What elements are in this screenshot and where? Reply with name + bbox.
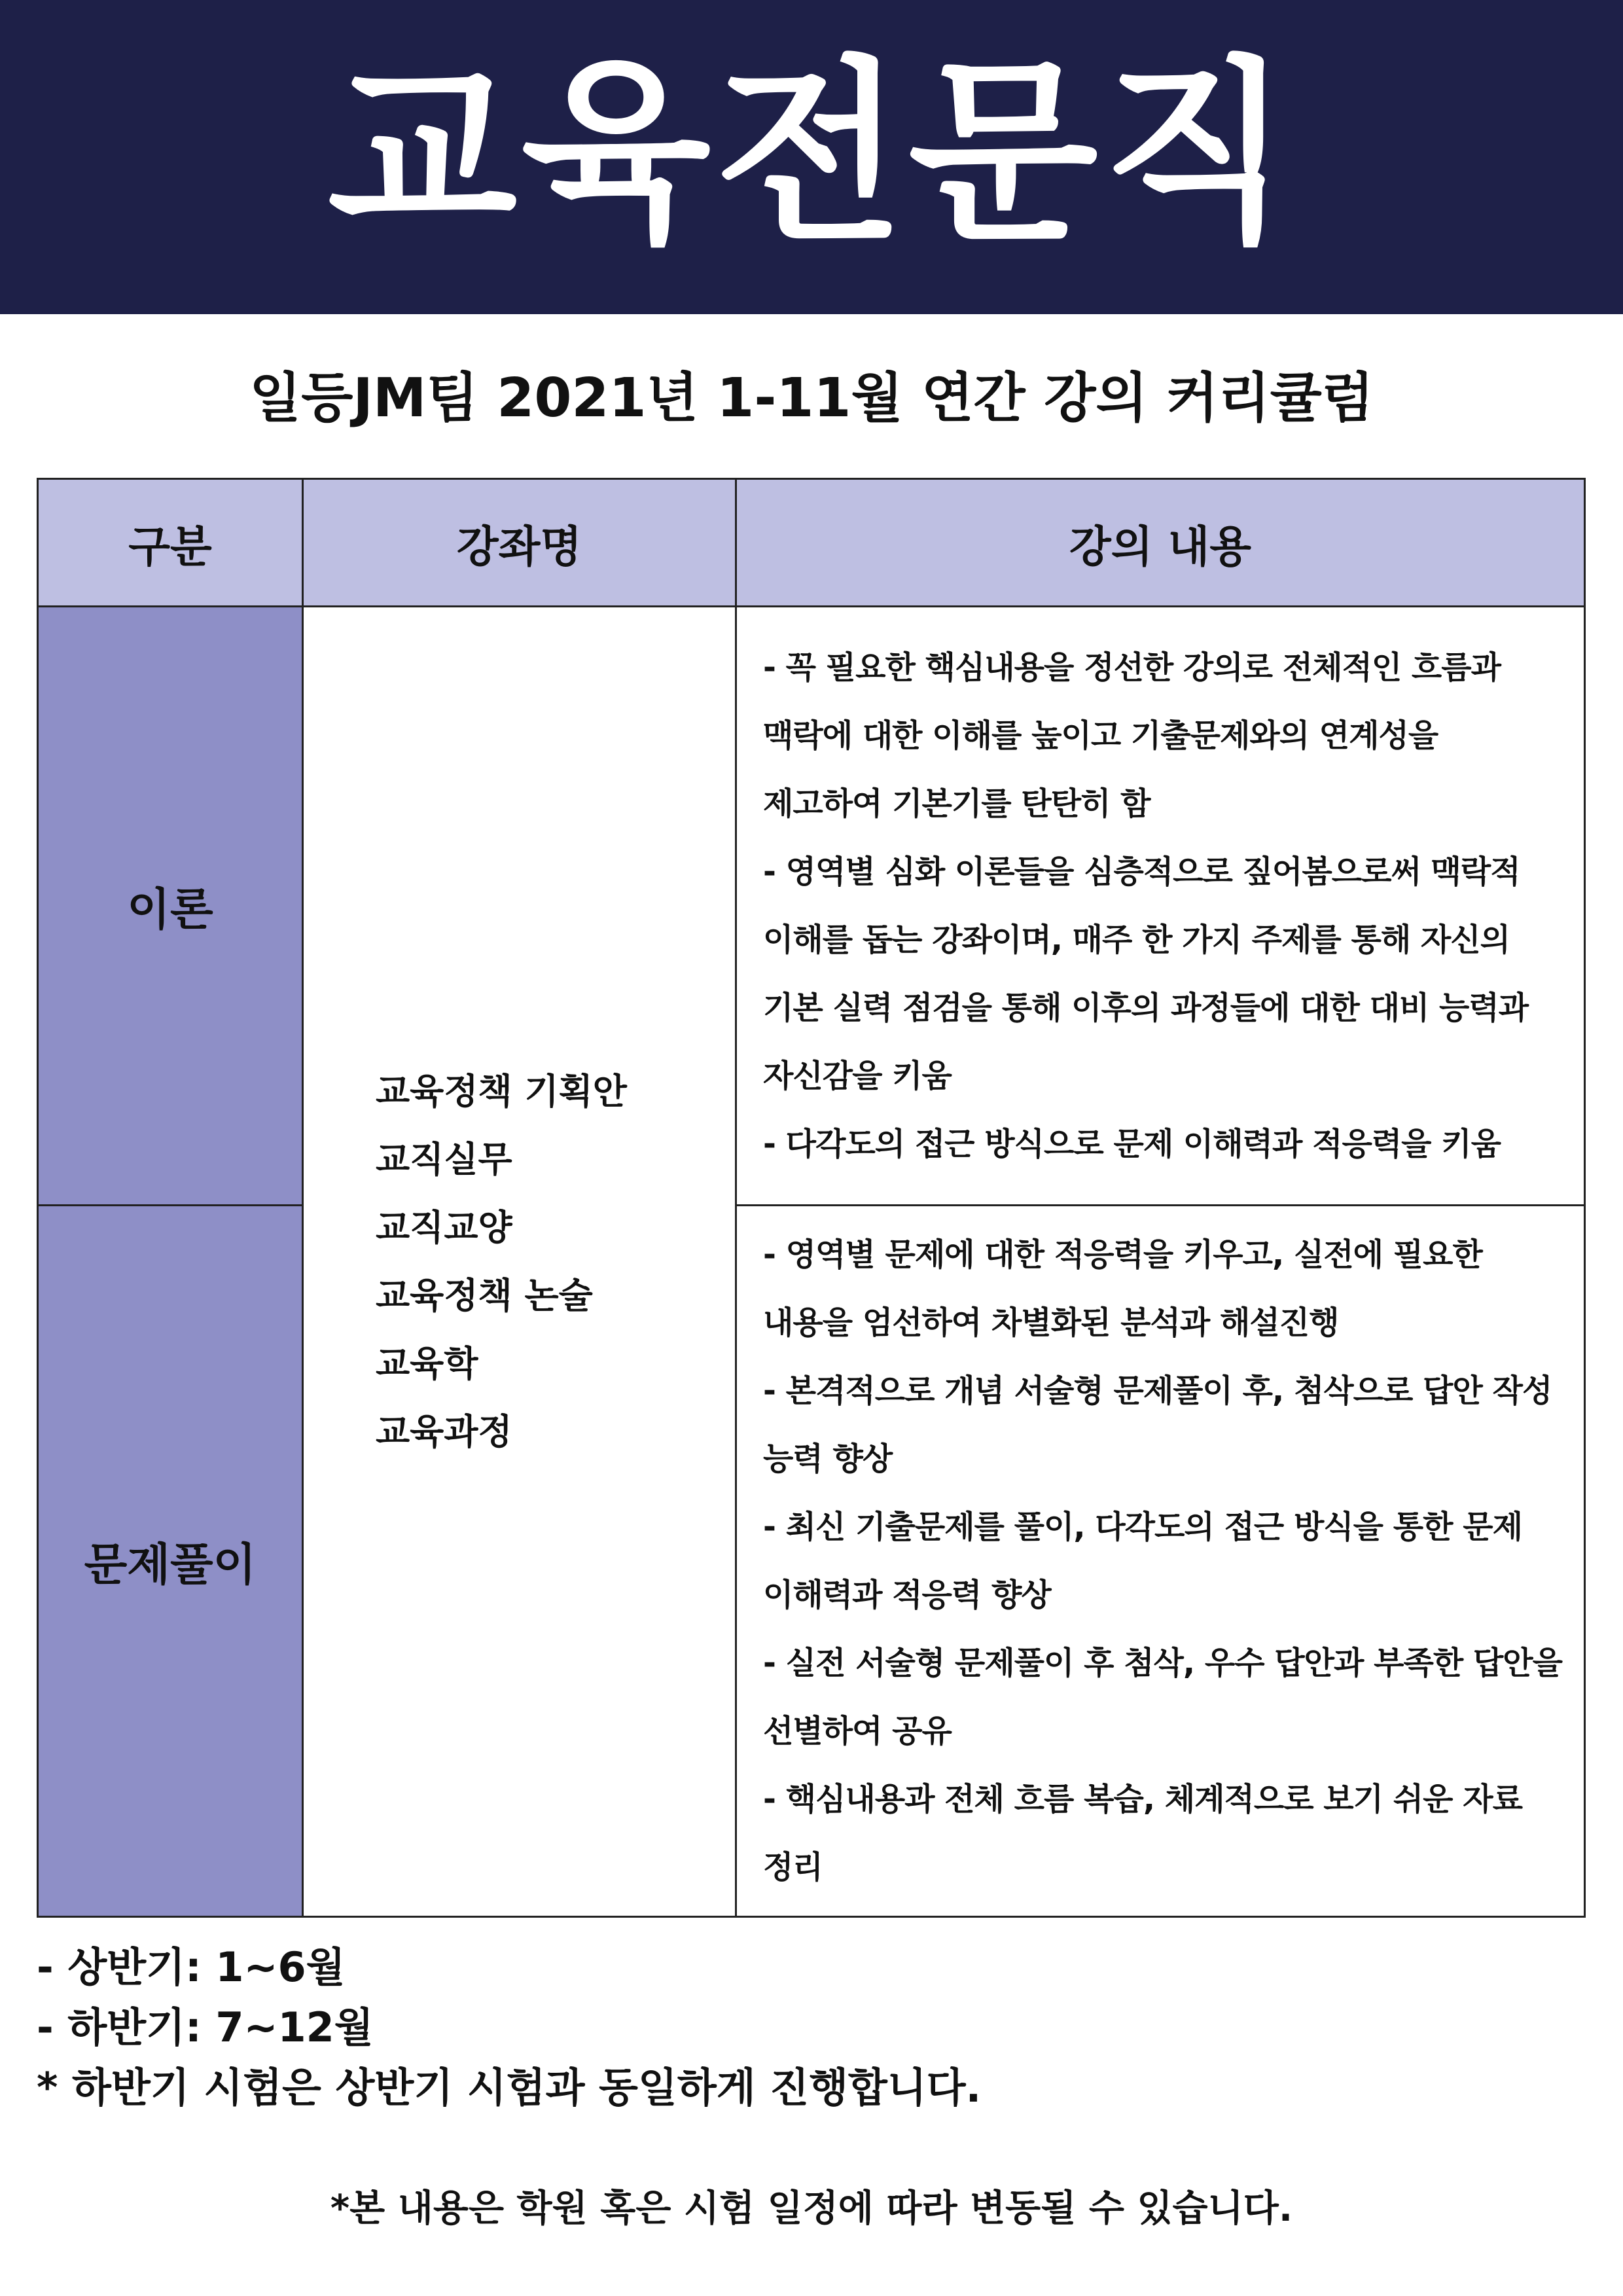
curriculum-table: [37, 478, 1586, 1918]
course-item: 교육정책 기획안: [376, 1070, 627, 1112]
content-line: 선별하여 공유: [763, 1713, 952, 1749]
course-item: 교육과정: [376, 1410, 512, 1452]
schedule-notes: [37, 1937, 1584, 2118]
content-lines-theory: [763, 634, 1577, 1178]
course-item: 교육정책 논술: [376, 1274, 593, 1316]
content-theory: [736, 607, 1585, 1206]
category-practice: 문제풀이: [38, 1206, 303, 1917]
content-line: 맥락에 대한 이해를 높이고 기출문제와의 연계성을: [763, 717, 1438, 754]
table-row-theory: [38, 607, 1585, 1206]
content-line: 능력 향상: [763, 1441, 893, 1477]
content-line: 이해를 돕는 강좌이며, 매주 한 가지 주제를 통해 자신의: [763, 922, 1510, 958]
course-list-cell: [303, 607, 736, 1917]
footer-disclaimer: *본 내용은 학원 혹은 시험 일정에 따라 변동될 수 있습니다.: [330, 2187, 1293, 2230]
header-course: 강좌명: [303, 479, 736, 607]
content-line: 제고하여 기본기를 탄탄히 함: [763, 785, 1150, 822]
course-item: 교육학: [376, 1342, 478, 1384]
content-line: 자신감을 키움: [763, 1058, 952, 1094]
course-list: [376, 1058, 735, 1466]
content-line: - 영역별 문제에 대한 적응력을 키우고, 실전에 필요한: [763, 1236, 1482, 1273]
content-line: 이해력과 적응력 향상: [763, 1577, 1051, 1613]
table-header-row: [38, 479, 1585, 607]
content-line: - 꼭 필요한 핵심내용을 정선한 강의로 전체적인 흐름과: [763, 649, 1501, 686]
category-theory: 이론: [38, 607, 303, 1206]
course-item: 교직실무: [376, 1138, 512, 1180]
note-first-half: - 상반기: 1~6월: [37, 1943, 346, 1991]
table-row-practice: [38, 1206, 1585, 1917]
banner-title: 교육전문직: [327, 39, 1296, 268]
content-lines-practice: [763, 1221, 1577, 1901]
content-line: - 다각도의 접근 방식으로 문제 이해력과 적응력을 키움: [763, 1126, 1501, 1162]
note-second-half: - 하반기: 7~12월: [37, 2003, 374, 2051]
header-category: 구분: [38, 479, 303, 607]
content-line: - 최신 기출문제를 풀이, 다각도의 접근 방식을 통한 문제: [763, 1509, 1522, 1545]
content-line: - 본격적으로 개념 서술형 문제풀이 후, 첨삭으로 답안 작성: [763, 1372, 1552, 1409]
header-content: 강의 내용: [736, 479, 1585, 607]
note-exam: * 하반기 시험은 상반기 시험과 동일하게 진행합니다.: [37, 2064, 982, 2111]
content-line: 기본 실력 점검을 통해 이후의 과정들에 대한 대비 능력과: [763, 990, 1529, 1026]
content-line: 정리: [763, 1849, 823, 1886]
course-item: 교직교양: [376, 1206, 512, 1248]
content-line: 내용을 엄선하여 차별화된 분석과 해설진행: [763, 1304, 1339, 1341]
content-practice: [736, 1206, 1585, 1917]
header-banner: [0, 0, 1623, 314]
content-line: - 핵심내용과 전체 흐름 복습, 체계적으로 보기 쉬운 자료: [763, 1781, 1522, 1818]
content-line: - 영역별 심화 이론들을 심층적으로 짚어봄으로써 맥락적: [763, 853, 1520, 890]
content-line: - 실전 서술형 문제풀이 후 첨삭, 우수 답안과 부족한 답안을: [763, 1645, 1563, 1681]
page-subtitle: 일등JM팀 2021년 1-11월 연간 강의 커리큘럼: [249, 367, 1374, 429]
